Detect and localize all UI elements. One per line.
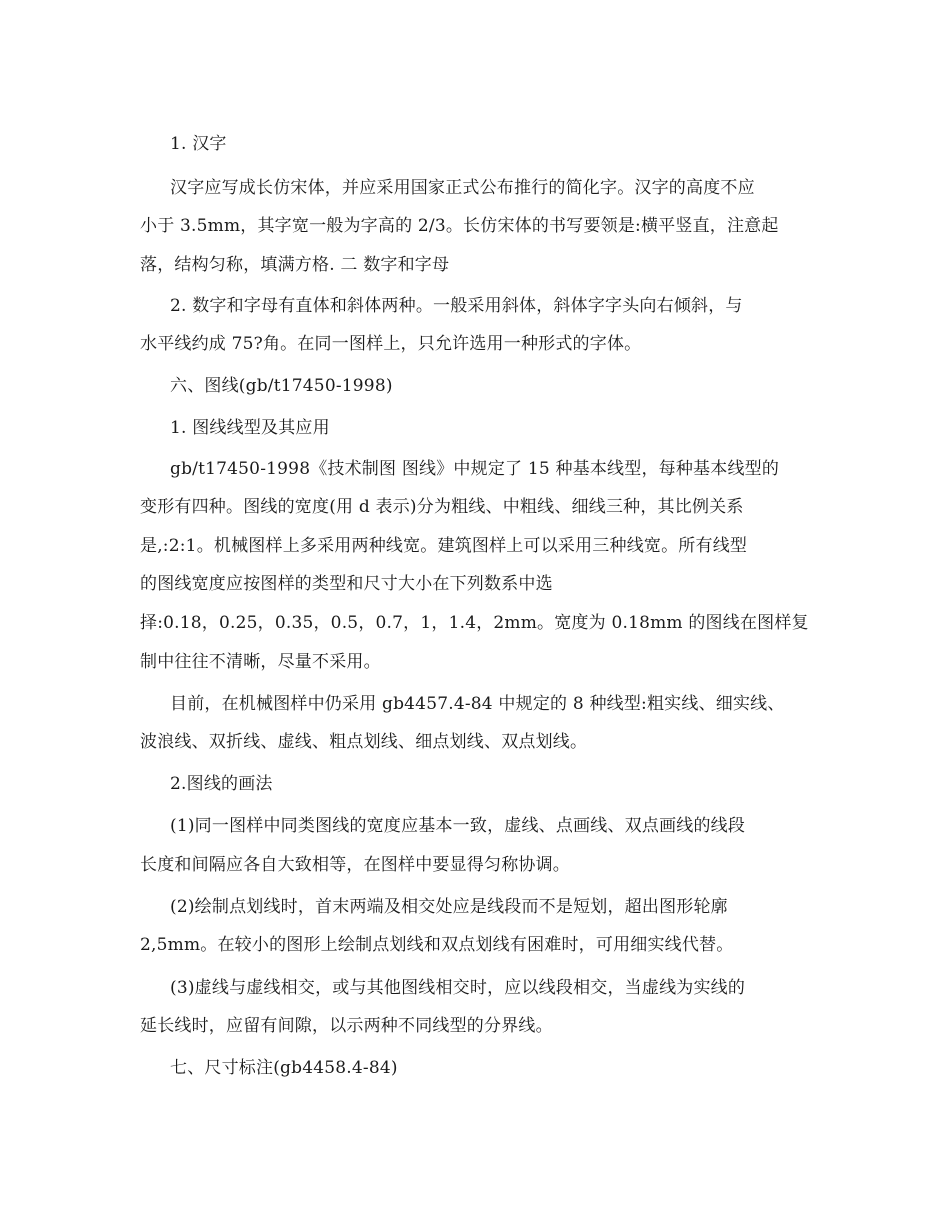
paragraph-line: 是,:2:1。机械图样上多采用两种线宽。建筑图样上可以采用三种线宽。所有线型 [140, 536, 748, 556]
paragraph-line: (1)同一图样中同类图线的宽度应基本一致，虚线、点画线、双点画线的线段 [170, 816, 746, 836]
paragraph-line: 波浪线、双折线、虚线、粗点划线、细点划线、双点划线。 [140, 732, 588, 752]
paragraph-line: 2,5mm。在较小的图形上绘制点划线和双点划线有困难时，可用细实线代替。 [140, 935, 734, 955]
paragraph-line: 择:0.18，0.25，0.35，0.5，0.7，1，1.4，2mm。宽度为 0.18mm 的图线在图样复 [140, 613, 809, 633]
paragraph-line: (3)虚线与虚线相交，或与其他图线相交时，应以线段相交，当虚线为实线的 [170, 978, 746, 998]
paragraph-line: 小于 3.5mm，其字宽一般为字高的 2/3。长仿宋体的书写要领是:横平竖直，注意起 [140, 216, 779, 236]
paragraph-line: 目前，在机械图样中仍采用 gb4457.4-84 中规定的 8 种线型:粗实线、细实线、 [170, 694, 785, 714]
paragraph-line: 制中往往不清晰，尽量不采用。 [140, 652, 381, 672]
paragraph-line: 水平线约成 75?角。在同一图样上，只允许选用一种形式的字体。 [140, 334, 642, 354]
section-heading-dimensioning: 七、尺寸标注(gb4458.4-84) [170, 1058, 398, 1078]
paragraph-line: 汉字应写成长仿宋体，并应采用国家正式公布推行的简化字。汉字的高度不应 [170, 178, 755, 198]
heading-chinese-characters: 1. 汉字 [170, 134, 227, 154]
paragraph-line: 的图线宽度应按图样的类型和尺寸大小在下列数系中选 [140, 574, 553, 594]
subheading-line-types: 1. 图线线型及其应用 [170, 418, 330, 438]
paragraph-line: (2)绘制点划线时，首末两端及相交处应是线段而不是短划，超出图形轮廓 [170, 897, 728, 917]
paragraph-line: 变形有四种。图线的宽度(用 d 表示)分为粗线、中粗线、细线三种，其比例关系 [140, 497, 744, 517]
paragraph-line: 延长线时，应留有间隙，以示两种不同线型的分界线。 [140, 1016, 553, 1036]
subheading-drawing-method: 2.图线的画法 [170, 774, 273, 794]
paragraph-line: 2. 数字和字母有直体和斜体两种。一般采用斜体，斜体字字头向右倾斜，与 [170, 296, 743, 316]
section-heading-lines: 六、图线(gb/t17450-1998) [170, 376, 393, 396]
paragraph-line: 长度和间隔应各自大致相等，在图样中要显得匀称协调。 [140, 855, 570, 875]
paragraph-line: 落，结构匀称，填满方格. 二 数字和字母 [140, 255, 450, 275]
paragraph-line: gb/t17450-1998《技术制图 图线》中规定了 15 种基本线型，每种基本线型的 [170, 459, 780, 479]
